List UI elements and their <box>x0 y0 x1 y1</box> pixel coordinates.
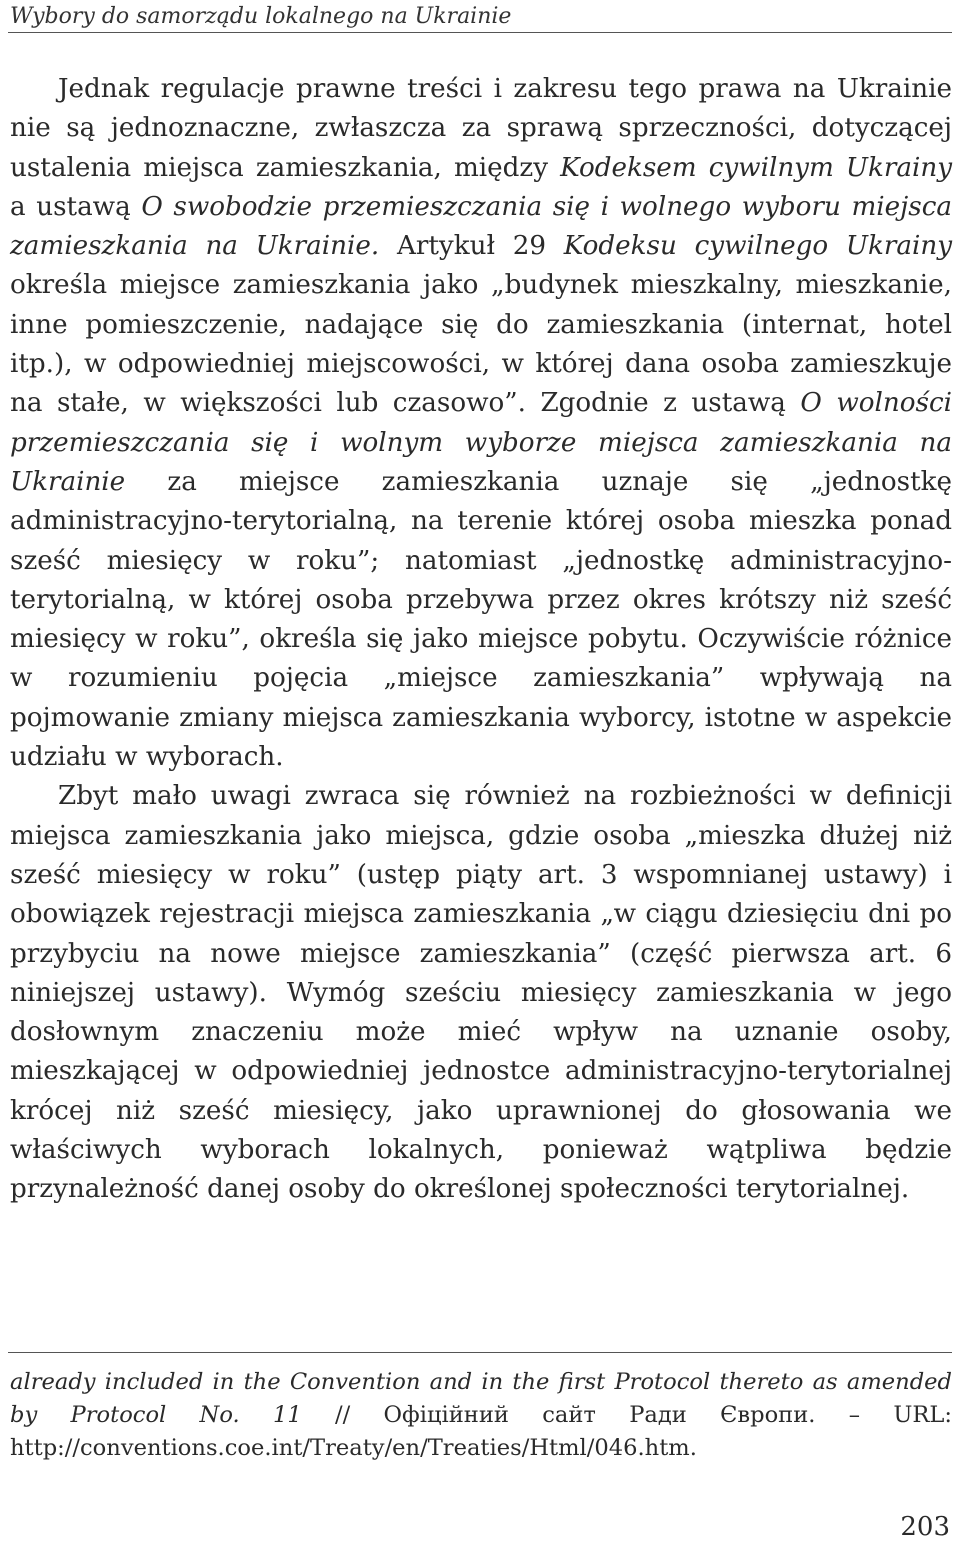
page-number: 203 <box>900 1512 950 1542</box>
paragraph-1-italic-1: Kodeksem cywilnym Ukrainy <box>560 152 952 183</box>
footnote-divider <box>8 1352 952 1353</box>
paragraph-1-text-1: Jednak regulacje prawne treści i zakresu tego prawa na Ukrainie nie są jednoznaczne, zwłaszcza za sprawą sprzeczności, dotyczącej ustalenia miejsca zamieszkania, między <box>10 74 952 183</box>
footnote <box>10 1366 952 1465</box>
paragraph-1-italic-4: O wolności przemieszczania się i wolnym wyborze miejsca zamieszkania na Ukrainie <box>10 388 953 497</box>
header-divider <box>8 32 952 33</box>
paragraph-1-text-5: za miejsce zamieszkania uznaje się „jednostkę administracyjno-terytorialną, na terenie której osoba mieszka ponad sześć miesięcy w roku”; natomiast „jednostkę administracyjno-terytorialną, w której osoba przebywa przez okres krótszy niż sześć miesięcy w roku”, określa się jako miejsce pobytu. Oczywiście różnice w rozumieniu pojęcia „miejsce zamieszkania” wpływają na pojmowanie zmiany miejsca zamieszkania wyborcy, istotne w aspekcie udziału w wyborach. <box>10 466 952 773</box>
paragraph-2: Zbyt mało uwagi zwraca się również na rozbieżności w definicji miejsca zamieszkania jako miejsca, gdzie osoba „mieszka dłużej niż sześć miesięcy w roku” (ustęp piąty art. 3 wspomnianej ustawy) i obowiązek rejestracji miejsca zamieszkania „w ciągu dziesięciu dni po przybyciu na nowe miejsce zamieszkania” (część pierwsza art. 6 niniejszej ustawy). Wymóg sześciu miesięcy zamieszkania w jego dosłownym znaczeniu może mieć wpływ na uznanie osoby, mieszkającej w odpowiedniej jednostce administracyjno-terytorialnej krócej niż sześć miesięcy, jako uprawnionej do głosowania we właściwych wyborach lokalnych, ponieważ wątpliwa będzie przynależność danej osoby do określonej społeczności terytorialnej. <box>10 781 952 1205</box>
paragraph-1-text-4: określa miejsce zamieszkania jako „budynek mieszkalny, mieszkanie, inne pomieszczenie, nadające się do zamieszkania (internat, hotel itp.), w odpowiedniej miejscowości, w której dana osoba zamieszkuje na stałe, w większości lub czasowo”. Zgodnie z ustawą <box>10 270 952 419</box>
paragraph-1-text-3: Artykuł 29 <box>379 231 564 262</box>
main-text <box>10 70 952 1210</box>
paragraph-1-italic-3: Kodeksu cywilnego Ukrainy <box>563 231 952 262</box>
paragraph-1-text-2: a ustawą <box>10 191 142 222</box>
paragraph-1-italic-2: O swobodzie przemieszczania się i wolnego wyboru miejsca zamieszkania na Ukrainie. <box>10 191 952 262</box>
footnote-italic: already included in the Convention and in the first Protocol thereto as amended by Protocol No. 11 <box>10 1369 952 1428</box>
paragraph-1 <box>10 70 952 777</box>
footnote-text: // Офіційний сайт Ради Європи. – URL: http://conventions.coe.int/Treaty/en/Treaties/Html/046.htm. <box>10 1402 953 1461</box>
running-header: Wybory do samorządu lokalnego na Ukrainie <box>10 4 512 29</box>
